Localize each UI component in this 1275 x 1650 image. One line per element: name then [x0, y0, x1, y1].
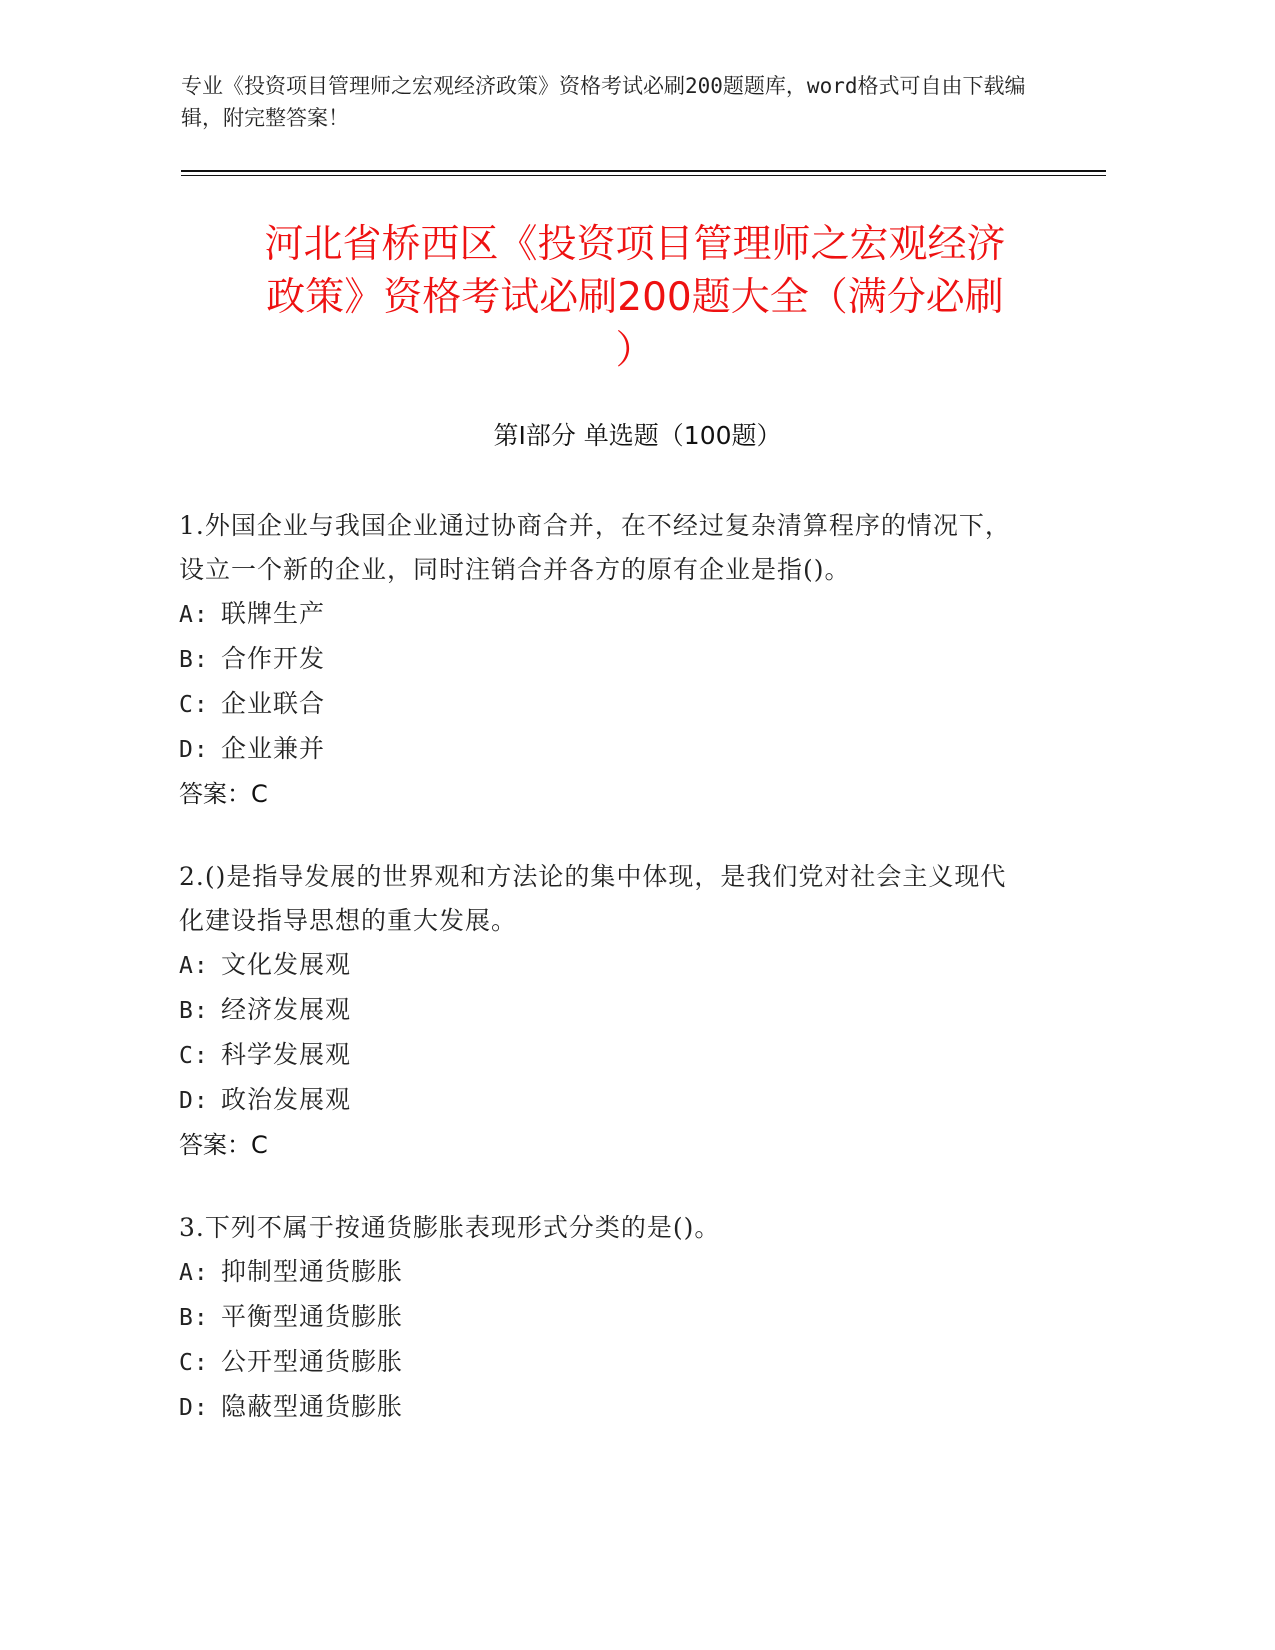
option-key: B:: [179, 647, 209, 673]
option-b: [179, 1295, 1029, 1340]
answer-label: 答案：C: [179, 1131, 268, 1159]
header-note: 专业《投资项目管理师之宏观经济政策》资格考试必刷200题题库，word格式可自由下载编辑，附完整答案！: [181, 74, 1026, 130]
option-text: 联牌生产: [221, 599, 326, 628]
option-key: D:: [179, 737, 209, 763]
option-b: [179, 988, 1029, 1033]
option-key: D:: [179, 1395, 209, 1421]
option-a: [179, 943, 1029, 988]
option-key: A:: [179, 1260, 209, 1286]
option-a: [179, 592, 1029, 637]
answer-label: 答案：C: [179, 780, 268, 808]
option-text: 政治发展观: [221, 1085, 352, 1114]
option-text: 科学发展观: [221, 1040, 352, 1069]
question-stem: 2.()是指导发展的世界观和方法论的集中体现，是我们党对社会主义现代化建设指导思想的重大发展。: [179, 862, 1007, 935]
option-text: 平衡型通货膨胀: [221, 1302, 404, 1331]
option-text: 抑制型通货膨胀: [221, 1257, 404, 1286]
question-2: [179, 855, 1029, 1167]
question-list: [179, 504, 1029, 1469]
option-key: A:: [179, 602, 209, 628]
option-c: [179, 682, 1029, 727]
option-text: 合作开发: [221, 644, 326, 673]
document-title: [185, 218, 1085, 377]
question-1: [179, 504, 1029, 816]
option-key: B:: [179, 998, 209, 1024]
option-text: 经济发展观: [221, 995, 352, 1024]
option-text: 隐蔽型通货膨胀: [221, 1392, 404, 1421]
option-key: C:: [179, 1350, 209, 1376]
header-rule-thin: [181, 175, 1106, 176]
option-text: 企业联合: [221, 689, 326, 718]
title-line-3: ）: [615, 328, 655, 373]
title-line-2: 政策》资格考试必刷200题大全（满分必刷: [266, 275, 1004, 320]
option-key: C:: [179, 1043, 209, 1069]
title-line-1: 河北省桥西区《投资项目管理师之宏观经济: [264, 222, 1006, 267]
question-stem: 3.下列不属于按通货膨胀表现形式分类的是()。: [179, 1213, 721, 1242]
option-a: [179, 1250, 1029, 1295]
option-text: 公开型通货膨胀: [221, 1347, 404, 1376]
option-c: [179, 1340, 1029, 1385]
option-b: [179, 637, 1029, 682]
question-3: [179, 1206, 1029, 1430]
option-key: A:: [179, 953, 209, 979]
section-title: 第Ⅰ部分 单选题（100题）: [493, 421, 782, 450]
option-d: [179, 1078, 1029, 1123]
header-rule-thick: [181, 170, 1106, 172]
option-key: D:: [179, 1088, 209, 1114]
option-d: [179, 727, 1029, 772]
option-d: [179, 1385, 1029, 1430]
option-c: [179, 1033, 1029, 1078]
option-text: 企业兼并: [221, 734, 326, 763]
question-stem: 1.外国企业与我国企业通过协商合并，在不经过复杂清算程序的情况下，设立一个新的企业，同时注销合并各方的原有企业是指()。: [179, 511, 1011, 584]
option-key: C:: [179, 692, 209, 718]
option-key: B:: [179, 1305, 209, 1331]
option-text: 文化发展观: [221, 950, 352, 979]
